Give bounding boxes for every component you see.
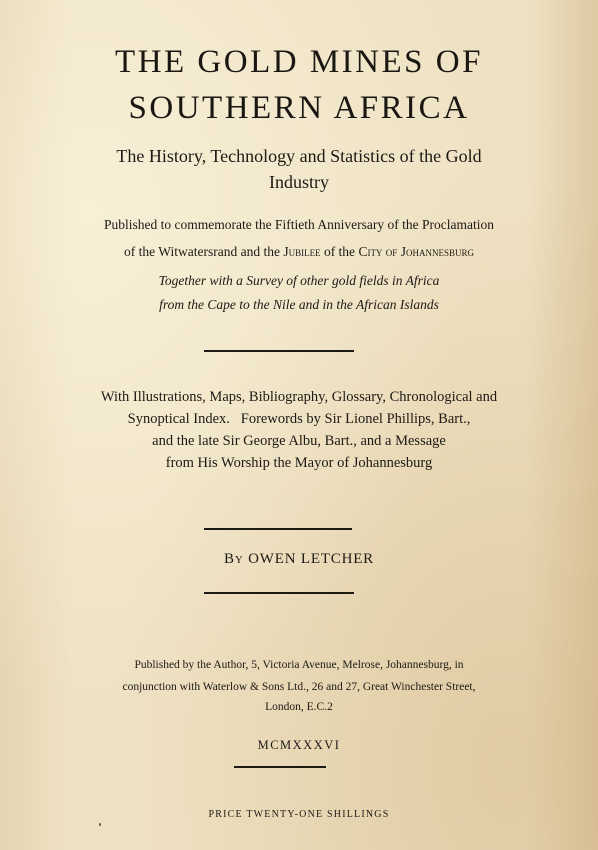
year-underline — [234, 766, 326, 768]
description-line-1: With Illustrations, Maps, Bibliography, Glossary, Chronological and — [100, 389, 498, 405]
publication-year: MCMXXXVI — [257, 738, 341, 752]
survey-line-1: Together with a Survey of other gold fields in Africa — [158, 273, 440, 288]
imprint-line-1: Published by the Author, 5, Victoria Avenue, Melrose, Johannesburg, in — [134, 659, 464, 671]
subtitle-line-2: Industry — [269, 172, 329, 192]
divider-rule — [204, 350, 354, 352]
jubilee-word: Jubilee — [283, 244, 321, 259]
paper-speck — [99, 823, 101, 826]
imprint-line-3: London, E.C.2 — [265, 701, 333, 713]
description-line-2: Synoptical Index. Forewords by Sir Lionel Phillips, Bart., — [127, 411, 471, 427]
divider-rule — [204, 592, 354, 594]
commemoration-line-1: Published to commemorate the Fiftieth Anniversary of the Proclamation — [104, 217, 494, 232]
author-name: OWEN LETCHER — [248, 551, 374, 567]
commemoration-text: of the Witwatersrand and the — [124, 244, 284, 259]
author-by: By — [224, 551, 244, 567]
price-line: PRICE TWENTY-ONE SHILLINGS — [208, 809, 390, 820]
city-name: City of Johannesburg — [358, 244, 474, 259]
title-line-2: SOUTHERN AFRICA — [128, 90, 470, 126]
divider-rule — [204, 528, 352, 530]
author-line — [0, 551, 598, 568]
subtitle-line-1: The History, Technology and Statistics of the Gold — [116, 146, 482, 166]
commemoration-text: of the — [320, 244, 359, 259]
imprint-line-2: conjunction with Waterlow & Sons Ltd., 26 and 27, Great Winchester Street, — [122, 681, 476, 693]
title-line-1: THE GOLD MINES OF — [115, 44, 483, 80]
description-line-4: from His Worship the Mayor of Johannesburg — [165, 455, 433, 471]
description-line-3: and the late Sir George Albu, Bart., and a Message — [152, 433, 446, 449]
commemoration-line-2 — [0, 243, 598, 261]
survey-line-2: from the Cape to the Nile and in the African Islands — [159, 297, 439, 312]
